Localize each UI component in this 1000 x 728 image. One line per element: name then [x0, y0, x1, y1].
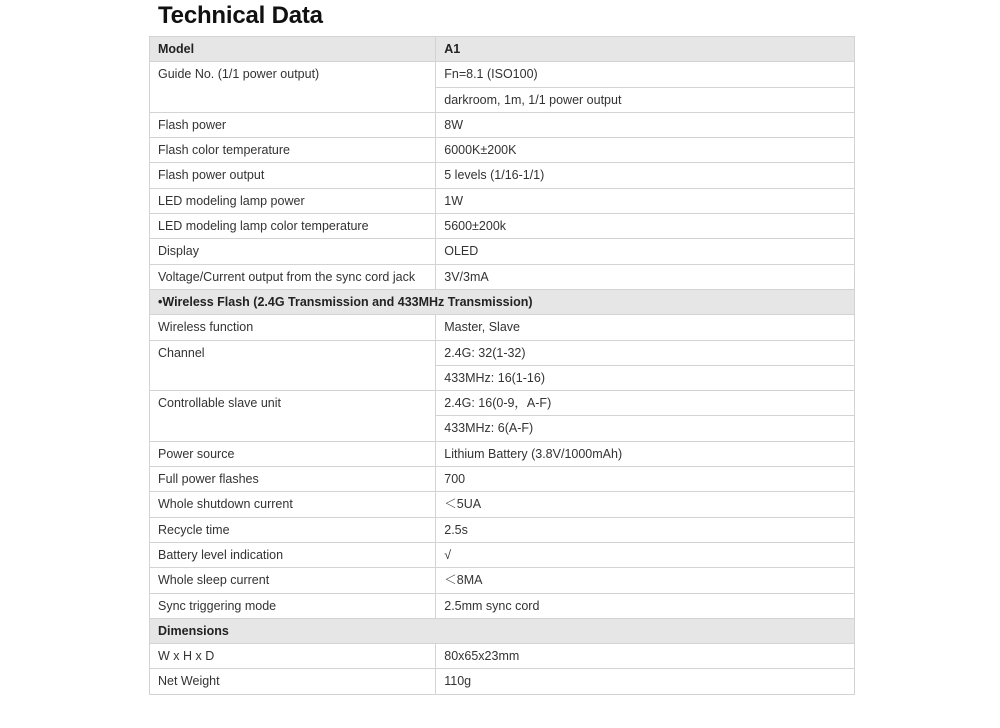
section-header-row — [150, 289, 855, 314]
spec-label: Full power flashes — [150, 467, 436, 492]
spec-value: 2.4G: 32(1-32) — [444, 345, 526, 360]
spec-value: 2.5mm sync cord — [444, 598, 540, 613]
spec-value-cell — [436, 62, 855, 113]
spec-value-cell — [436, 264, 855, 289]
spec-value-cell — [436, 340, 855, 391]
spec-value: 1W — [444, 193, 463, 208]
spec-value: 8W — [444, 117, 463, 132]
spec-value-cell — [436, 239, 855, 264]
spec-value-cell — [436, 315, 855, 340]
spec-table-body — [150, 37, 855, 695]
spec-value: ＜8MA — [444, 573, 483, 588]
spec-value: 80x65x23mm — [444, 649, 520, 664]
spec-label: Model — [150, 37, 436, 62]
spec-value: 5 levels (1/16-1/1) — [444, 168, 545, 183]
spec-value: 433MHz: 16(1-16) — [436, 365, 854, 390]
spec-value-cell — [436, 112, 855, 137]
spec-value-cell — [436, 138, 855, 163]
spec-value-cell — [436, 37, 855, 62]
section-header-label: •Wireless Flash (2.4G Transmission and 433MHz Transmission) — [150, 289, 855, 314]
table-row — [150, 188, 855, 213]
spec-value: 3V/3mA — [444, 269, 489, 284]
table-row — [150, 138, 855, 163]
spec-value: Master, Slave — [444, 320, 520, 335]
spec-label: Whole shutdown current — [150, 492, 436, 517]
table-row — [150, 62, 855, 113]
spec-table — [149, 36, 855, 695]
spec-label: Flash color temperature — [150, 138, 436, 163]
table-row — [150, 112, 855, 137]
spec-value-cell — [436, 163, 855, 188]
spec-label: Guide No. (1/1 power output) — [150, 62, 436, 113]
section-header-label: Dimensions — [150, 618, 855, 643]
section-header-row — [150, 618, 855, 643]
spec-value: 700 — [444, 472, 466, 487]
spec-value-cell — [436, 214, 855, 239]
spec-value-cell — [436, 467, 855, 492]
spec-value: Lithium Battery (3.8V/1000mAh) — [444, 446, 623, 461]
model-header-row — [150, 37, 855, 62]
spec-value: OLED — [444, 244, 479, 259]
table-row — [150, 669, 855, 694]
spec-label: Controllable slave unit — [150, 391, 436, 442]
spec-value: ＜5UA — [444, 497, 482, 512]
table-row — [150, 542, 855, 567]
spec-label: Sync triggering mode — [150, 593, 436, 618]
spec-label: LED modeling lamp power — [150, 188, 436, 213]
spec-value-cell — [436, 593, 855, 618]
table-row — [150, 163, 855, 188]
spec-label: Display — [150, 239, 436, 264]
table-row — [150, 568, 855, 593]
spec-label: Whole sleep current — [150, 568, 436, 593]
spec-value-cell — [436, 441, 855, 466]
spec-value-cell — [436, 669, 855, 694]
spec-value-cell — [436, 391, 855, 442]
spec-value-cell — [436, 188, 855, 213]
spec-label: Channel — [150, 340, 436, 391]
spec-value-cell — [436, 568, 855, 593]
spec-value: A1 — [444, 42, 461, 56]
spec-value: 2.5s — [444, 522, 468, 537]
spec-label: LED modeling lamp color temperature — [150, 214, 436, 239]
table-row — [150, 214, 855, 239]
table-row — [150, 391, 855, 442]
spec-value-cell — [436, 492, 855, 517]
spec-value: 433MHz: 6(A-F) — [436, 415, 854, 440]
spec-value: 5600±200k — [444, 219, 507, 234]
table-row — [150, 593, 855, 618]
spec-value-cell — [436, 517, 855, 542]
table-row — [150, 441, 855, 466]
spec-label: W x H x D — [150, 644, 436, 669]
spec-label: Flash power output — [150, 163, 436, 188]
table-row — [150, 517, 855, 542]
spec-label: Voltage/Current output from the sync cord jack — [150, 264, 436, 289]
page-title: Technical Data — [158, 2, 323, 29]
spec-label: Wireless function — [150, 315, 436, 340]
spec-value: darkroom, 1m, 1/1 power output — [436, 87, 854, 112]
spec-value: 6000K±200K — [444, 143, 517, 158]
spec-label: Battery level indication — [150, 542, 436, 567]
table-row — [150, 340, 855, 391]
spec-value: 2.4G: 16(0-9，A-F) — [444, 396, 552, 411]
table-row — [150, 239, 855, 264]
table-row — [150, 644, 855, 669]
spec-label: Recycle time — [150, 517, 436, 542]
spec-value-cell — [436, 542, 855, 567]
spec-label: Net Weight — [150, 669, 436, 694]
spec-label: Flash power — [150, 112, 436, 137]
table-row — [150, 264, 855, 289]
spec-value: Fn=8.1 (ISO100) — [444, 67, 538, 82]
spec-value: √ — [444, 547, 452, 562]
table-row — [150, 492, 855, 517]
table-row — [150, 467, 855, 492]
spec-value: 110g — [444, 674, 472, 689]
spec-label: Power source — [150, 441, 436, 466]
table-row — [150, 315, 855, 340]
spec-value-cell — [436, 644, 855, 669]
